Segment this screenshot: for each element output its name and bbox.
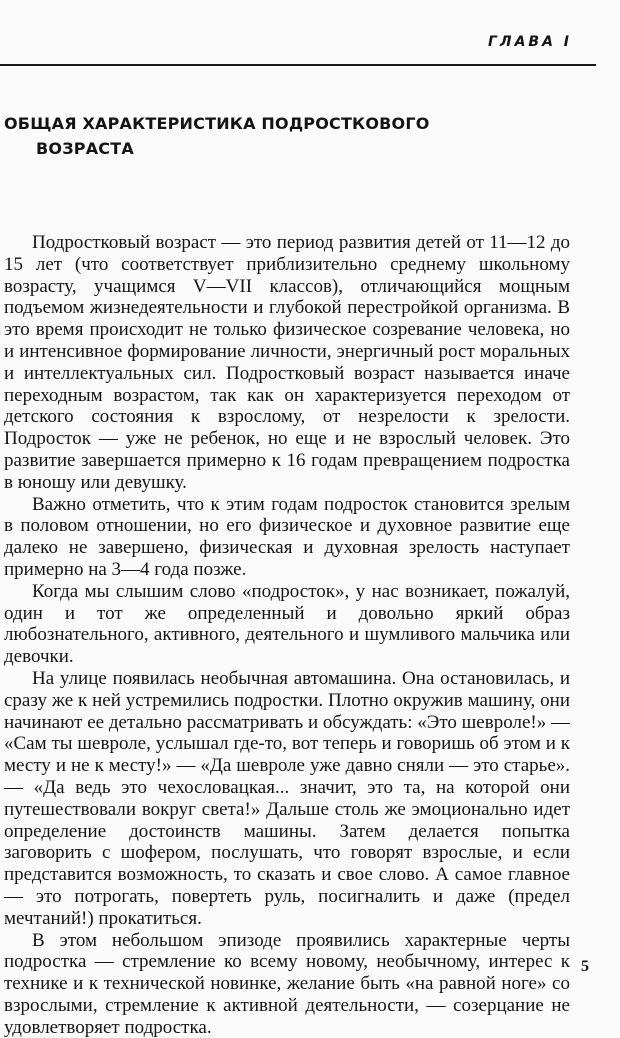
section-title-line-1: ОБЩАЯ ХАРАКТЕРИСТИКА ПОДРОСТКОВОГО [4,114,430,133]
page-number: 5 [581,958,589,976]
section-title [4,111,564,161]
paragraph-4: На улице появилась необычная автомашина. Она остановилась, и сразу же к ней устремились подростки. Плотно окружив машину, они начинают ее детально рассматривать и обсуждать: «Это шевроле!» — «Сам ты шевроле, услышал где-то, вот теперь и говоришь об этом и к месту и не к месту!» — «Да шевроле уже давно сняли — это старье». — «Да ведь это чехословацкая... значит, это та, на которой они путешествовали вокруг света!» Дальше столь же эмоционально идет определение достоинств машины. Затем делается попытка заговорить с шофером, послушать, что говорят взрослые, и если представится возможность, то сказать и свое слово. А самое главное — это потрогать, повертеть руль, посигналить и даже (предел мечтаний!) прокатиться. [4,668,570,930]
body-text [4,232,570,1038]
paragraph-3: Когда мы слышим слово «подросток», у нас возникает, пожалуй, один и тот же определенный и довольно яркий образ любознательного, активного, деятельного и шумливого мальчика или девочки. [4,581,570,668]
section-title-line-2: ВОЗРАСТА [4,136,564,161]
chapter-heading: ГЛАВА I [488,34,572,50]
paragraph-5: В этом небольшом эпизоде проявились характерные черты подростка — стремление ко всему новому, необычному, интерес к технике и к технической новинке, желание быть «на равной ноге» со взрослыми, стремление к активной деятельности, — созерцание не удовлетворяет подростка. [4,930,570,1038]
header-rule [0,64,596,66]
paragraph-1: Подростковый возраст — это период развития детей от 11—12 до 15 лет (что соответствует приблизительно среднему школьному возрасту, учащимся V—VII классов), отличающийся мощным подъемом жизнедеятельности и глубокой перестройкой организма. В это время происходит не только физическое созревание человека, но и интенсивное формирование личности, энергичный рост моральных и интеллектуальных сил. Подростковый возраст называется иначе переходным возрастом, так как он характеризуется переходом от детского состояния к взрослому, от незрелости к зрелости. Подросток — уже не ребенок, но еще и не взрослый человек. Это развитие завершается примерно к 16 годам превращением подростка в юношу или девушку. [4,232,570,494]
paragraph-2: Важно отметить, что к этим годам подросток становится зрелым в половом отношении, но его физическое и духовное развитие еще далеко не завершено, физическая и духовная зрелость наступает примерно на 3—4 года позже. [4,494,570,581]
